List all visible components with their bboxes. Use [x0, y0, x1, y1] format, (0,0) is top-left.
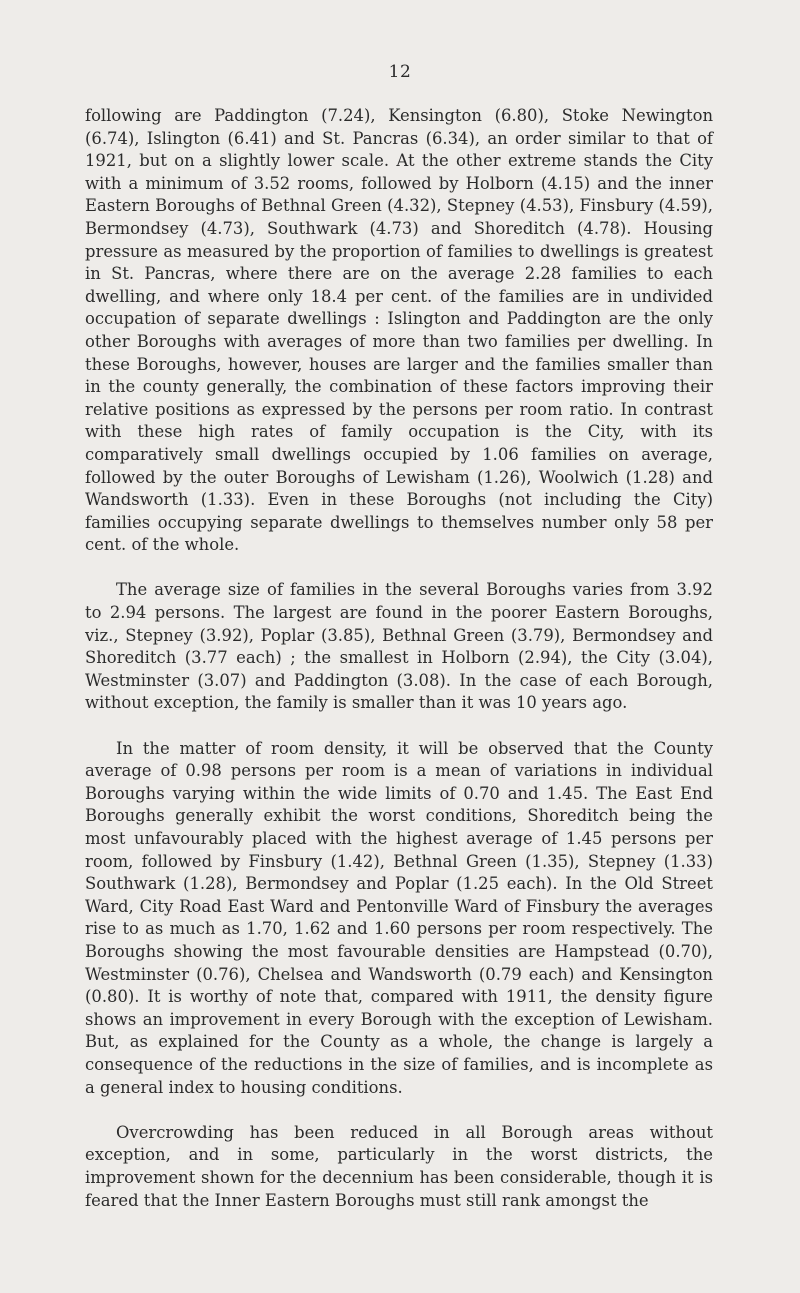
paragraph-4: Overcrowding has been reduced in all Borough areas without exception, and in some, particularly in the worst districts, the improvement shown for the decennium has been considerable, though it is feared that the Inner Eastern Boroughs must still rank amongst the [85, 1122, 713, 1210]
paragraph-1: following are Paddington (7.24), Kensington (6.80), Stoke Newington (6.74), Islington (6.41) and St. Pancras (6.34), an order similar to that of 1921, but on a slightly lower scale. At the other extreme stands the City with a minimum of 3.52 rooms, followed by Holborn (4.15) and the inner Eastern Boroughs of Bethnal Green (4.32), Stepney (4.53), Finsbury (4.59), Bermondsey (4.73), Southwark (4.73) and Shoreditch (4.78). Housing pressure as measured by the proportion of families to dwellings is greatest in St. Pancras, where there are on the average 2.28 families to each dwelling, and where only 18.4 per cent. of the families are in undivided occupation of separate dwellings : Islington and Paddington are the only other Boroughs with averages of more than two families per dwelling. In these Boroughs, however, houses are larger and the families smaller than in the county generally, the combination of these factors improving their relative positions as expressed by the persons per room ratio. In contrast with these high rates of family occupation is the City, with its comparatively small dwellings occupied by 1.06 families on average, followed by the outer Boroughs of Lewisham (1.26), Woolwich (1.28) and Wandsworth (1.33). Even in these Boroughs (not including the City) families occupying separate dwellings to themselves number only 58 per cent. of the whole. [85, 106, 713, 555]
body-text [85, 105, 713, 1235]
page-number: 12 [388, 62, 412, 82]
paragraph-3: In the matter of room density, it will be observed that the County average of 0.98 persons per room is a mean of variations in individual Boroughs varying within the wide limits of 0.70 and 1.45. The East End Boroughs generally exhibit the worst conditions, Shoreditch being the most unfavourably placed with the highest average of 1.45 persons per room, followed by Finsbury (1.42), Bethnal Green (1.35), Stepney (1.33) Southwark (1.28), Bermondsey and Poplar (1.25 each). In the Old Street Ward, City Road East Ward and Pentonville Ward of Finsbury the averages rise to as much as 1.70, 1.62 and 1.60 persons per room respectively. The Boroughs showing the most favourable densities are Hampstead (0.70), Westminster (0.76), Chelsea and Wandsworth (0.79 each) and Kensington (0.80). It is worthy of note that, compared with 1911, the density figure shows an improvement in every Borough with the exception of Lewisham. But, as explained for the County as a whole, the change is largely a consequence of the reductions in the size of families, and is incomplete as a general index to housing conditions. [85, 738, 713, 1097]
paragraph-2: The average size of families in the several Boroughs varies from 3.92 to 2.94 persons. The largest are found in the poorer Eastern Boroughs, viz., Stepney (3.92), Poplar (3.85), Bethnal Green (3.79), Bermondsey and Shoreditch (3.77 each) ; the smallest in Holborn (2.94), the City (3.04), Westminster (3.07) and Paddington (3.08). In the case of each Borough, without exception, the family is smaller than it was 10 years ago. [85, 580, 713, 713]
